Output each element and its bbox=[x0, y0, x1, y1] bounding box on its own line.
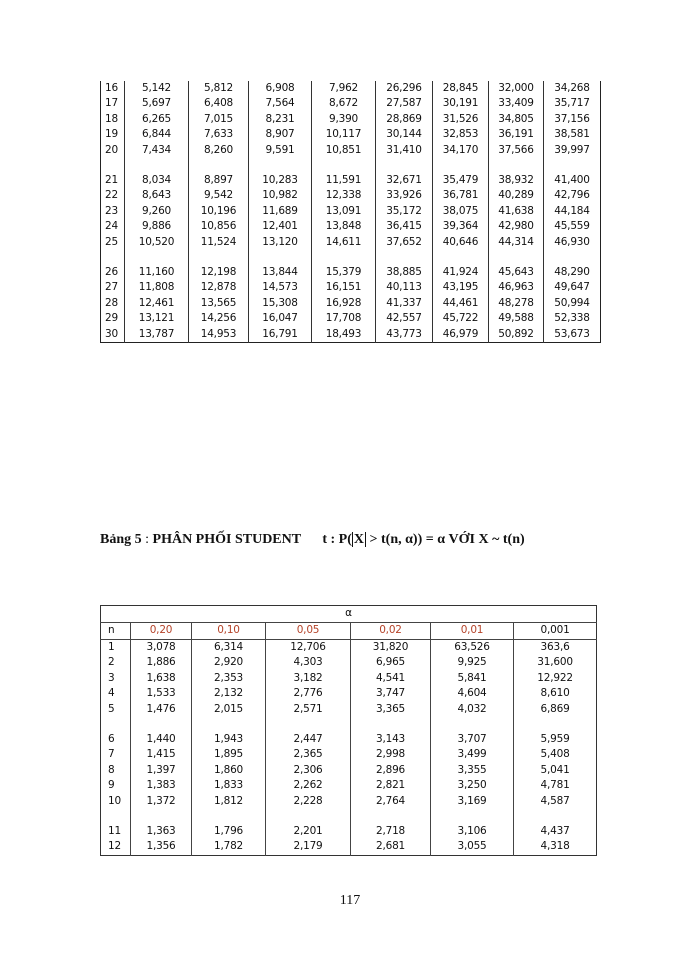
table-cell: 36,415 bbox=[376, 219, 433, 234]
table-cell: 8,672 bbox=[312, 96, 376, 111]
table-cell: 4,541 bbox=[351, 671, 431, 686]
table-cell: 32,671 bbox=[376, 173, 433, 188]
n-header: n bbox=[101, 623, 131, 640]
table-cell: 13,121 bbox=[125, 311, 189, 326]
table-cell: 1,397 bbox=[131, 763, 192, 778]
table-cell: 49,647 bbox=[544, 280, 601, 295]
alpha-symbol: α bbox=[101, 606, 597, 623]
table-row bbox=[101, 732, 597, 747]
table-cell: 1,812 bbox=[192, 794, 266, 809]
table-row bbox=[101, 327, 601, 343]
table-cell: 31,526 bbox=[433, 112, 489, 127]
title-separator: : bbox=[141, 532, 153, 547]
table-cell: 38,581 bbox=[544, 127, 601, 142]
table-cell: 16,791 bbox=[249, 327, 312, 343]
row-df: 17 bbox=[105, 97, 118, 110]
table-cell: 5,959 bbox=[514, 732, 597, 747]
table-cell: 11,524 bbox=[189, 235, 249, 250]
table-cell: 12,338 bbox=[312, 188, 376, 203]
column-header-row bbox=[101, 623, 597, 640]
table-cell: 12,461 bbox=[125, 296, 189, 311]
table-cell: 6,408 bbox=[189, 96, 249, 111]
table-cell: 41,924 bbox=[433, 265, 489, 280]
table-cell: 13,787 bbox=[125, 327, 189, 343]
table-cell: 34,170 bbox=[433, 143, 489, 158]
table-cell: 1,372 bbox=[131, 794, 192, 809]
table-row bbox=[101, 173, 601, 188]
table-cell: 5,142 bbox=[125, 81, 189, 96]
table-row bbox=[101, 640, 597, 656]
table-cell: 42,796 bbox=[544, 188, 601, 203]
table-cell: 31,600 bbox=[514, 655, 597, 670]
table-cell: 12,922 bbox=[514, 671, 597, 686]
table-cell: 10,196 bbox=[189, 204, 249, 219]
table-cell: 1,860 bbox=[192, 763, 266, 778]
table-cell: 2,179 bbox=[266, 839, 351, 855]
table-cell: 48,290 bbox=[544, 265, 601, 280]
table-cell: 12,878 bbox=[189, 280, 249, 295]
table-cell: 6,908 bbox=[249, 81, 312, 96]
table-cell: 3,747 bbox=[351, 686, 431, 701]
table-cell: 10,520 bbox=[125, 235, 189, 250]
table-cell: 4,032 bbox=[431, 702, 514, 717]
table-row bbox=[101, 671, 597, 686]
abs-x: X bbox=[353, 532, 365, 547]
table-cell: 2,718 bbox=[351, 824, 431, 839]
row-n: 7 bbox=[108, 748, 115, 761]
alpha-level-header: 0,10 bbox=[192, 623, 266, 640]
table-cell: 28,845 bbox=[433, 81, 489, 96]
table-cell: 17,708 bbox=[312, 311, 376, 326]
table-cell: 50,994 bbox=[544, 296, 601, 311]
table-cell: 3,365 bbox=[351, 702, 431, 717]
table-cell: 38,075 bbox=[433, 204, 489, 219]
table-row bbox=[101, 794, 597, 809]
table-cell: 13,848 bbox=[312, 219, 376, 234]
table-cell: 7,015 bbox=[189, 112, 249, 127]
table-cell: 1,415 bbox=[131, 747, 192, 762]
table-cell: 13,091 bbox=[312, 204, 376, 219]
table-cell: 5,041 bbox=[514, 763, 597, 778]
row-n: 4 bbox=[108, 687, 115, 700]
table-cell: 4,318 bbox=[514, 839, 597, 855]
table-cell: 1,440 bbox=[131, 732, 192, 747]
table-cell: 42,557 bbox=[376, 311, 433, 326]
table-cell: 48,278 bbox=[489, 296, 544, 311]
row-df: 20 bbox=[105, 143, 118, 156]
table-row bbox=[101, 686, 597, 701]
table-cell: 2,228 bbox=[266, 794, 351, 809]
table-cell: 13,844 bbox=[249, 265, 312, 280]
table-cell: 10,851 bbox=[312, 143, 376, 158]
table-cell: 11,591 bbox=[312, 173, 376, 188]
table-title bbox=[100, 532, 525, 548]
table-cell: 2,201 bbox=[266, 824, 351, 839]
table-cell: 39,364 bbox=[433, 219, 489, 234]
table-cell: 8,034 bbox=[125, 173, 189, 188]
table-cell: 14,256 bbox=[189, 311, 249, 326]
table-row bbox=[101, 702, 597, 717]
table-row bbox=[101, 655, 597, 670]
table-cell: 3,499 bbox=[431, 747, 514, 762]
table-cell: 9,390 bbox=[312, 112, 376, 127]
table-cell: 1,638 bbox=[131, 671, 192, 686]
table-cell: 2,447 bbox=[266, 732, 351, 747]
table-cell: 36,781 bbox=[433, 188, 489, 203]
row-n: 5 bbox=[108, 702, 115, 715]
table-cell: 1,476 bbox=[131, 702, 192, 717]
row-df: 30 bbox=[105, 327, 118, 340]
table-cell: 8,643 bbox=[125, 188, 189, 203]
table-cell: 1,886 bbox=[131, 655, 192, 670]
table-cell: 4,587 bbox=[514, 794, 597, 809]
table-row bbox=[101, 311, 601, 326]
table-cell: 2,776 bbox=[266, 686, 351, 701]
table-cell: 38,932 bbox=[489, 173, 544, 188]
table-row bbox=[101, 143, 601, 158]
table-row bbox=[101, 280, 601, 295]
row-df: 25 bbox=[105, 235, 118, 248]
table-cell: 7,962 bbox=[312, 81, 376, 96]
table-row bbox=[101, 839, 597, 855]
alpha-level-header: 0,01 bbox=[431, 623, 514, 640]
table-cell: 8,260 bbox=[189, 143, 249, 158]
table-cell: 30,144 bbox=[376, 127, 433, 142]
row-df: 21 bbox=[105, 174, 118, 187]
table-cell: 32,853 bbox=[433, 127, 489, 142]
row-df: 19 bbox=[105, 128, 118, 141]
row-df: 27 bbox=[105, 281, 118, 294]
table-cell: 10,283 bbox=[249, 173, 312, 188]
table-cell: 7,434 bbox=[125, 143, 189, 158]
table-cell: 2,306 bbox=[266, 763, 351, 778]
table-cell: 3,143 bbox=[351, 732, 431, 747]
table-cell: 363,6 bbox=[514, 640, 597, 656]
table-cell: 14,573 bbox=[249, 280, 312, 295]
table-cell: 7,564 bbox=[249, 96, 312, 111]
group-spacer bbox=[101, 158, 601, 173]
table-cell: 11,689 bbox=[249, 204, 312, 219]
table-cell: 6,965 bbox=[351, 655, 431, 670]
row-df: 16 bbox=[105, 82, 118, 94]
table-cell: 13,565 bbox=[189, 296, 249, 311]
table-cell: 2,015 bbox=[192, 702, 266, 717]
table-cell: 35,172 bbox=[376, 204, 433, 219]
table-cell: 50,892 bbox=[489, 327, 544, 343]
student-t-table bbox=[100, 605, 597, 856]
row-df: 29 bbox=[105, 312, 118, 325]
table-cell: 41,337 bbox=[376, 296, 433, 311]
table-cell: 27,587 bbox=[376, 96, 433, 111]
row-df: 24 bbox=[105, 220, 118, 233]
row-n: 1 bbox=[108, 641, 115, 653]
row-df: 28 bbox=[105, 296, 118, 309]
distribution-name: PHÂN PHỐI STUDENT bbox=[152, 532, 301, 547]
table-cell: 35,717 bbox=[544, 96, 601, 111]
group-spacer bbox=[101, 717, 597, 732]
table-cell: 4,604 bbox=[431, 686, 514, 701]
table-row bbox=[101, 96, 601, 111]
table-cell: 44,461 bbox=[433, 296, 489, 311]
table-cell: 16,928 bbox=[312, 296, 376, 311]
table-cell: 2,920 bbox=[192, 655, 266, 670]
table-cell: 6,314 bbox=[192, 640, 266, 656]
table-cell: 46,963 bbox=[489, 280, 544, 295]
table-cell: 1,356 bbox=[131, 839, 192, 855]
table-row bbox=[101, 747, 597, 762]
table-cell: 52,338 bbox=[544, 311, 601, 326]
table-cell: 53,673 bbox=[544, 327, 601, 343]
table-cell: 28,869 bbox=[376, 112, 433, 127]
table-cell: 39,997 bbox=[544, 143, 601, 158]
table-cell: 2,998 bbox=[351, 747, 431, 762]
table-cell: 11,808 bbox=[125, 280, 189, 295]
table-cell: 4,437 bbox=[514, 824, 597, 839]
table-cell: 3,106 bbox=[431, 824, 514, 839]
table-cell: 4,303 bbox=[266, 655, 351, 670]
table-cell: 3,169 bbox=[431, 794, 514, 809]
table-cell: 8,610 bbox=[514, 686, 597, 701]
table-cell: 10,856 bbox=[189, 219, 249, 234]
table-cell: 33,409 bbox=[489, 96, 544, 111]
page-number: 117 bbox=[339, 893, 361, 908]
table-cell: 8,897 bbox=[189, 173, 249, 188]
table-cell: 46,930 bbox=[544, 235, 601, 250]
chi-square-table-continuation bbox=[100, 81, 601, 343]
table-cell: 9,591 bbox=[249, 143, 312, 158]
table-cell: 11,160 bbox=[125, 265, 189, 280]
table-cell: 35,479 bbox=[433, 173, 489, 188]
table-cell: 12,706 bbox=[266, 640, 351, 656]
table-cell: 40,113 bbox=[376, 280, 433, 295]
table-cell: 9,886 bbox=[125, 219, 189, 234]
table-cell: 43,195 bbox=[433, 280, 489, 295]
table-cell: 2,896 bbox=[351, 763, 431, 778]
table-cell: 46,979 bbox=[433, 327, 489, 343]
table-label: Bảng 5 bbox=[100, 532, 142, 547]
table-cell: 45,643 bbox=[489, 265, 544, 280]
table-cell: 40,646 bbox=[433, 235, 489, 250]
table-cell: 26,296 bbox=[376, 81, 433, 96]
table-cell: 40,289 bbox=[489, 188, 544, 203]
row-df: 26 bbox=[105, 266, 118, 279]
table-cell: 2,571 bbox=[266, 702, 351, 717]
table-cell: 3,355 bbox=[431, 763, 514, 778]
table-cell: 2,262 bbox=[266, 778, 351, 793]
table-row bbox=[101, 127, 601, 142]
table-cell: 8,231 bbox=[249, 112, 312, 127]
row-n: 11 bbox=[108, 825, 121, 838]
table-cell: 34,805 bbox=[489, 112, 544, 127]
table-cell: 16,151 bbox=[312, 280, 376, 295]
table-cell: 12,198 bbox=[189, 265, 249, 280]
table-cell: 2,365 bbox=[266, 747, 351, 762]
table-cell: 3,055 bbox=[431, 839, 514, 855]
table-cell: 31,410 bbox=[376, 143, 433, 158]
table-cell: 13,120 bbox=[249, 235, 312, 250]
table-cell: 30,191 bbox=[433, 96, 489, 111]
table-cell: 3,182 bbox=[266, 671, 351, 686]
table-cell: 1,383 bbox=[131, 778, 192, 793]
table-cell: 16,047 bbox=[249, 311, 312, 326]
table-cell: 31,820 bbox=[351, 640, 431, 656]
row-n: 3 bbox=[108, 671, 115, 684]
alpha-level-header: 0,001 bbox=[514, 623, 597, 640]
table-cell: 14,611 bbox=[312, 235, 376, 250]
table-cell: 1,833 bbox=[192, 778, 266, 793]
table-row bbox=[101, 824, 597, 839]
table-cell: 18,493 bbox=[312, 327, 376, 343]
row-n: 8 bbox=[108, 763, 115, 776]
table-cell: 2,821 bbox=[351, 778, 431, 793]
table-cell: 10,117 bbox=[312, 127, 376, 142]
table-row bbox=[101, 296, 601, 311]
table-cell: 44,314 bbox=[489, 235, 544, 250]
table-row bbox=[101, 778, 597, 793]
table-cell: 5,697 bbox=[125, 96, 189, 111]
table-cell: 12,401 bbox=[249, 219, 312, 234]
table-cell: 9,925 bbox=[431, 655, 514, 670]
table-row bbox=[101, 204, 601, 219]
row-n: 6 bbox=[108, 733, 115, 746]
row-n: 2 bbox=[108, 656, 115, 669]
table-cell: 45,559 bbox=[544, 219, 601, 234]
table-cell: 45,722 bbox=[433, 311, 489, 326]
table-row bbox=[101, 188, 601, 203]
table-cell: 2,353 bbox=[192, 671, 266, 686]
table-row bbox=[101, 81, 601, 96]
table-cell: 1,782 bbox=[192, 839, 266, 855]
table-cell: 63,526 bbox=[431, 640, 514, 656]
alpha-level-header: 0,05 bbox=[266, 623, 351, 640]
row-df: 18 bbox=[105, 112, 118, 125]
table-cell: 43,773 bbox=[376, 327, 433, 343]
row-df: 22 bbox=[105, 189, 118, 202]
table-cell: 2,764 bbox=[351, 794, 431, 809]
probability-formula: t : P( X > t(n, α)) = α VỚI X ~ t(n) bbox=[322, 532, 525, 547]
table-cell: 14,953 bbox=[189, 327, 249, 343]
alpha-level-header: 0,20 bbox=[131, 623, 192, 640]
table-cell: 15,308 bbox=[249, 296, 312, 311]
alpha-level-header: 0,02 bbox=[351, 623, 431, 640]
table-cell: 10,982 bbox=[249, 188, 312, 203]
row-n: 10 bbox=[108, 794, 121, 807]
table-cell: 34,268 bbox=[544, 81, 601, 96]
table-cell: 1,533 bbox=[131, 686, 192, 701]
table-row bbox=[101, 265, 601, 280]
table-cell: 36,191 bbox=[489, 127, 544, 142]
table-cell: 44,184 bbox=[544, 204, 601, 219]
table-cell: 5,841 bbox=[431, 671, 514, 686]
table-row bbox=[101, 763, 597, 778]
table-cell: 37,156 bbox=[544, 112, 601, 127]
table-row bbox=[101, 112, 601, 127]
table-cell: 37,566 bbox=[489, 143, 544, 158]
row-df: 23 bbox=[105, 204, 118, 217]
row-n: 9 bbox=[108, 779, 115, 792]
table-cell: 1,943 bbox=[192, 732, 266, 747]
table-cell: 37,652 bbox=[376, 235, 433, 250]
table-cell: 4,781 bbox=[514, 778, 597, 793]
table-cell: 2,132 bbox=[192, 686, 266, 701]
table-cell: 1,796 bbox=[192, 824, 266, 839]
table-cell: 8,907 bbox=[249, 127, 312, 142]
table-cell: 1,895 bbox=[192, 747, 266, 762]
table-cell: 9,260 bbox=[125, 204, 189, 219]
table-cell: 6,844 bbox=[125, 127, 189, 142]
table-cell: 5,408 bbox=[514, 747, 597, 762]
table-cell: 41,400 bbox=[544, 173, 601, 188]
table-cell: 3,250 bbox=[431, 778, 514, 793]
table-cell: 2,681 bbox=[351, 839, 431, 855]
table-cell: 5,812 bbox=[189, 81, 249, 96]
table-cell: 42,980 bbox=[489, 219, 544, 234]
table-cell: 32,000 bbox=[489, 81, 544, 96]
table-cell: 3,707 bbox=[431, 732, 514, 747]
table-cell: 9,542 bbox=[189, 188, 249, 203]
table-cell: 1,363 bbox=[131, 824, 192, 839]
table-cell: 6,265 bbox=[125, 112, 189, 127]
table-cell: 38,885 bbox=[376, 265, 433, 280]
table-row bbox=[101, 235, 601, 250]
group-spacer bbox=[101, 809, 597, 824]
table-cell: 49,588 bbox=[489, 311, 544, 326]
table-cell: 15,379 bbox=[312, 265, 376, 280]
table-cell: 7,633 bbox=[189, 127, 249, 142]
table-cell: 6,869 bbox=[514, 702, 597, 717]
table-cell: 33,926 bbox=[376, 188, 433, 203]
table-cell: 3,078 bbox=[131, 640, 192, 656]
row-n: 12 bbox=[108, 840, 121, 853]
group-spacer bbox=[101, 250, 601, 265]
table-cell: 41,638 bbox=[489, 204, 544, 219]
alpha-header-row bbox=[101, 606, 597, 623]
table-row bbox=[101, 219, 601, 234]
